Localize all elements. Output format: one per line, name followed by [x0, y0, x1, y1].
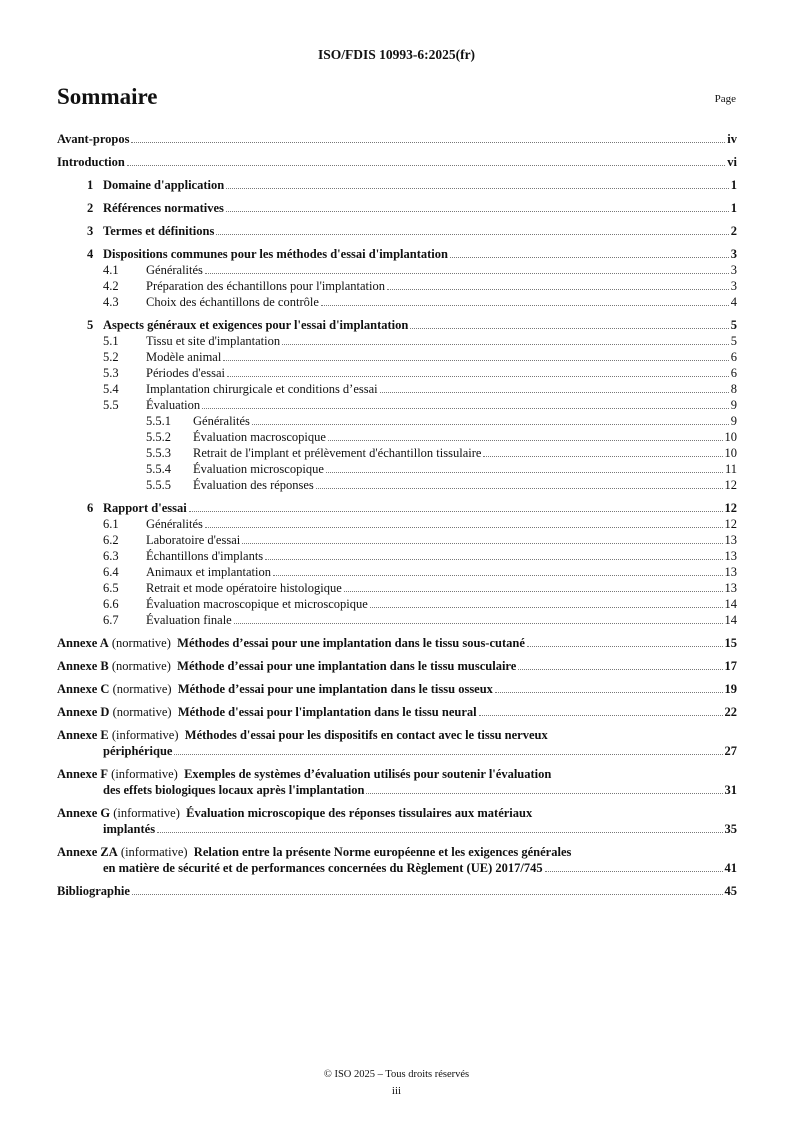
toc-entry-title: Méthodes d'essai pour les dispositifs en contact avec le tissu nerveux	[184, 728, 548, 742]
toc-entry-number: 4	[87, 247, 94, 261]
toc-entry-title: Méthode d’essai pour une implantation dans le tissu musculaire	[177, 659, 517, 673]
dot-leader	[370, 607, 723, 608]
toc-entry-title: Évaluation finale	[146, 613, 232, 627]
toc-entry-number: 5.5	[103, 398, 119, 412]
toc-entry-number: 6.5	[103, 581, 119, 595]
toc-entry-number: 6.3	[103, 549, 119, 563]
toc-entry-title: Aspects généraux et exigences pour l'essai d'implantation	[103, 318, 409, 332]
toc-entry-page: 12	[724, 517, 737, 531]
toc-entry-title-continued: en matière de sécurité et de performances concernées du Règlement (UE) 2017/745	[103, 861, 543, 875]
toc-entry-page: 8	[730, 382, 737, 396]
toc-entry-title: Modèle animal	[146, 350, 222, 364]
toc-entry-title: Évaluation microscopique des réponses tissulaires aux matériaux	[186, 806, 533, 820]
page-title: Sommaire	[57, 84, 158, 109]
toc-entry-page: 13	[724, 581, 737, 595]
annex-type: (informative)	[111, 767, 178, 781]
dot-leader	[344, 591, 723, 592]
annex-type: (normative)	[112, 682, 172, 696]
toc-entry-title-continued: implantés	[103, 822, 156, 836]
toc-entry[interactable]	[57, 805, 737, 821]
toc-entry[interactable]	[57, 844, 737, 860]
toc-entry[interactable]	[57, 429, 737, 445]
toc-entry-title: Évaluation des réponses	[193, 478, 314, 492]
dot-leader	[527, 646, 723, 647]
toc-entry-title: Dispositions communes pour les méthodes d'essai d'implantation	[103, 247, 448, 261]
toc-entry[interactable]	[57, 548, 737, 564]
dot-leader	[387, 289, 729, 290]
toc-entry-number: 3	[87, 224, 94, 238]
toc-entry-title: Généralités	[193, 414, 250, 428]
toc-entry[interactable]	[57, 445, 737, 461]
toc-entry-page: 13	[724, 565, 737, 579]
toc-entry-title: Méthode d'essai pour l'implantation dans le tissu neural	[177, 705, 477, 719]
dot-leader	[205, 527, 723, 528]
toc-entry-title: Animaux et implantation	[146, 565, 271, 579]
toc-entry[interactable]	[57, 397, 737, 413]
toc-entry-title: Laboratoire d'essai	[146, 533, 241, 547]
toc-entry-page: 12	[724, 478, 737, 492]
annex-label: Annexe B	[57, 659, 109, 673]
toc-entry[interactable]	[57, 500, 737, 516]
dot-leader	[227, 376, 729, 377]
annex-label: Annexe C	[57, 682, 110, 696]
annex-label: Annexe D	[57, 705, 110, 719]
dot-leader	[131, 142, 725, 143]
toc-entry-title: Évaluation macroscopique et microscopique	[146, 597, 368, 611]
toc-entry-title: Références normatives	[103, 201, 224, 215]
toc-entry-page: 15	[724, 636, 737, 650]
toc-entry[interactable]	[57, 365, 737, 381]
toc-entry[interactable]	[57, 461, 737, 477]
annex-type: (informative)	[113, 806, 180, 820]
toc-entry-number: 4.3	[103, 295, 119, 309]
toc-entry-number: 6.7	[103, 613, 119, 627]
toc-entry-page: 35	[724, 822, 737, 836]
toc-entry-title: Avant-propos	[57, 132, 130, 146]
toc-entry-title: Évaluation	[146, 398, 201, 412]
toc-entry-page: 1	[730, 201, 737, 215]
toc-entry-number: 5.5.3	[146, 446, 171, 460]
copyright-footer: © ISO 2025 – Tous droits réservés	[323, 1069, 470, 1080]
toc-entry[interactable]	[57, 612, 737, 628]
toc-entry-number: 5.5.2	[146, 430, 171, 444]
annex-label: Annexe F	[57, 767, 109, 781]
dot-leader	[242, 543, 722, 544]
toc-entry-page: iv	[727, 132, 737, 146]
toc-entry[interactable]	[57, 413, 737, 429]
toc-entry-continuation[interactable]	[57, 821, 737, 837]
toc-entry-title: Généralités	[146, 263, 203, 277]
toc-entry[interactable]	[57, 177, 737, 193]
toc-entry-number: 5.5.5	[146, 478, 171, 492]
toc-entry-page: 22	[724, 705, 737, 719]
toc-entry[interactable]	[57, 294, 737, 310]
toc-entry-number: 5.4	[103, 382, 119, 396]
toc-entry-page: 10	[724, 430, 737, 444]
toc-entry-page: 9	[730, 398, 737, 412]
dot-leader	[174, 754, 722, 755]
toc-entry-number: 6	[87, 501, 94, 515]
toc-entry-title: Périodes d'essai	[146, 366, 225, 380]
dot-leader	[234, 623, 723, 624]
dot-leader	[321, 305, 729, 306]
toc-entry-title-continued: périphérique	[103, 744, 173, 758]
toc-entry-number: 5.3	[103, 366, 119, 380]
toc-entry-number: 4.1	[103, 263, 119, 277]
dot-leader	[205, 273, 729, 274]
toc-entry-page: 14	[724, 597, 737, 611]
dot-leader	[479, 715, 723, 716]
toc-entry[interactable]	[57, 704, 737, 720]
annex-label: Annexe ZA	[57, 845, 118, 859]
dot-leader	[132, 894, 723, 895]
toc-entry-page: 2	[730, 224, 737, 238]
toc-entry[interactable]	[57, 564, 737, 580]
toc-entry-page: 4	[730, 295, 737, 309]
toc-entry[interactable]	[57, 333, 737, 349]
toc-entry-number: 6.6	[103, 597, 119, 611]
toc-entry[interactable]	[57, 580, 737, 596]
toc-entry-page: 6	[730, 366, 737, 380]
toc-entry[interactable]	[57, 681, 737, 697]
toc-entry-number: 5.5.1	[146, 414, 171, 428]
toc-entry[interactable]	[57, 246, 737, 262]
toc-entry-title: Méthodes d’essai pour une implantation dans le tissu sous-cutané	[177, 636, 525, 650]
annex-label: Annexe A	[57, 636, 109, 650]
toc-entry-title: Domaine d'application	[103, 178, 225, 192]
toc-entry-page: 12	[724, 501, 737, 515]
table-of-contents	[57, 131, 737, 899]
toc-entry[interactable]	[57, 766, 737, 782]
toc-entry-page: 5	[730, 334, 737, 348]
dot-leader	[380, 392, 729, 393]
toc-entry-page: 3	[730, 247, 737, 261]
toc-entry-page: 3	[730, 279, 737, 293]
toc-entry-title: Implantation chirurgicale et conditions d’essai	[146, 382, 378, 396]
toc-entry[interactable]	[57, 883, 737, 899]
toc-entry-number: 4.2	[103, 279, 119, 293]
toc-entry[interactable]	[57, 635, 737, 651]
annex-type: (normative)	[112, 705, 172, 719]
toc-entry-title: Exemples de systèmes d’évaluation utilisés pour soutenir l'évaluation	[184, 767, 552, 781]
toc-entry-number: 6.4	[103, 565, 119, 579]
annex-type: (informative)	[120, 845, 188, 859]
toc-entry-title: Méthode d’essai pour une implantation dans le tissu osseux	[177, 682, 493, 696]
toc-entry-page: vi	[727, 155, 737, 169]
dot-leader	[495, 692, 723, 693]
page-column-label: Page	[714, 93, 736, 105]
annex-type: (normative)	[111, 659, 171, 673]
toc-entry[interactable]	[57, 516, 737, 532]
toc-entry-page: 10	[724, 446, 737, 460]
dot-leader	[282, 344, 729, 345]
toc-entry-page: 41	[724, 861, 737, 875]
dot-leader	[366, 793, 722, 794]
toc-entry-title: Introduction	[57, 155, 125, 169]
toc-entry[interactable]	[57, 349, 737, 365]
toc-entry[interactable]	[57, 477, 737, 493]
toc-entry[interactable]	[57, 727, 737, 743]
toc-entry-page: 1	[730, 178, 737, 192]
toc-entry-number: 5.1	[103, 334, 119, 348]
toc-entry-continuation[interactable]	[57, 743, 737, 759]
dot-leader	[223, 360, 728, 361]
dot-leader	[326, 472, 723, 473]
toc-entry-number: 6.2	[103, 533, 119, 547]
toc-entry-title-continued: des effets biologiques locaux après l'implantation	[103, 783, 365, 797]
dot-leader	[127, 165, 725, 166]
dot-leader	[450, 257, 729, 258]
toc-entry-title: Bibliographie	[57, 884, 130, 898]
dot-leader	[545, 871, 723, 872]
dot-leader	[410, 328, 728, 329]
toc-entry-title: Choix des échantillons de contrôle	[146, 295, 319, 309]
dot-leader	[157, 832, 722, 833]
toc-entry-number: 5	[87, 318, 94, 332]
toc-entry[interactable]	[57, 262, 737, 278]
toc-entry[interactable]	[57, 658, 737, 674]
dot-leader	[265, 559, 722, 560]
dot-leader	[518, 669, 722, 670]
dot-leader	[483, 456, 722, 457]
toc-entry-title: Évaluation macroscopique	[193, 430, 326, 444]
dot-leader	[252, 424, 729, 425]
toc-entry-title: Rapport d'essai	[103, 501, 187, 515]
toc-entry-page: 19	[724, 682, 737, 696]
annex-label: Annexe G	[57, 806, 111, 820]
toc-entry-title: Termes et définitions	[103, 224, 215, 238]
toc-entry-page: 31	[724, 783, 737, 797]
dot-leader	[226, 188, 729, 189]
dot-leader	[328, 440, 723, 441]
toc-entry-page: 14	[724, 613, 737, 627]
toc-entry-page: 27	[724, 744, 737, 758]
toc-entry-continuation[interactable]	[57, 782, 737, 798]
annex-type: (informative)	[111, 728, 179, 742]
dot-leader	[226, 211, 729, 212]
toc-entry[interactable]	[57, 317, 737, 333]
toc-entry-page: 17	[724, 659, 737, 673]
toc-entry[interactable]	[57, 154, 737, 170]
toc-entry-page: 13	[724, 549, 737, 563]
toc-entry[interactable]	[57, 223, 737, 239]
toc-entry-title: Tissu et site d'implantation	[146, 334, 281, 348]
toc-entry-page: 13	[724, 533, 737, 547]
toc-entry-number: 5.5.4	[146, 462, 171, 476]
page-number: iii	[391, 1085, 402, 1097]
toc-entry-title: Retrait de l'implant et prélèvement d'échantillon tissulaire	[193, 446, 482, 460]
toc-entry-title: Retrait et mode opératoire histologique	[146, 581, 342, 595]
toc-entry-title: Évaluation microscopique	[193, 462, 324, 476]
toc-entry[interactable]	[57, 381, 737, 397]
dot-leader	[216, 234, 728, 235]
toc-entry-title: Préparation des échantillons pour l'implantation	[146, 279, 386, 293]
toc-entry-page: 6	[730, 350, 737, 364]
toc-entry-page: 5	[730, 318, 737, 332]
document-header: ISO/FDIS 10993-6:2025(fr)	[317, 47, 476, 62]
dot-leader	[202, 408, 729, 409]
dot-leader	[273, 575, 723, 576]
toc-entry-number: 6.1	[103, 517, 119, 531]
toc-entry[interactable]	[57, 200, 737, 216]
toc-entry-title: Généralités	[146, 517, 203, 531]
toc-entry[interactable]	[57, 278, 737, 294]
toc-entry-number: 1	[87, 178, 94, 192]
toc-entry-number: 2	[87, 201, 94, 215]
toc-entry-number: 5.2	[103, 350, 119, 364]
toc-entry-title: Échantillons d'implants	[146, 549, 264, 563]
dot-leader	[316, 488, 723, 489]
toc-entry-title: Relation entre la présente Norme européenne et les exigences générales	[193, 845, 572, 859]
toc-entry-page: 3	[730, 263, 737, 277]
toc-entry-continuation[interactable]	[57, 860, 737, 876]
toc-entry[interactable]	[57, 532, 737, 548]
toc-entry-page: 9	[730, 414, 737, 428]
toc-entry-page: 11	[724, 462, 737, 476]
dot-leader	[189, 511, 723, 512]
toc-entry[interactable]	[57, 596, 737, 612]
toc-entry[interactable]	[57, 131, 737, 147]
annex-label: Annexe E	[57, 728, 109, 742]
toc-entry-page: 45	[724, 884, 737, 898]
annex-type: (normative)	[111, 636, 171, 650]
